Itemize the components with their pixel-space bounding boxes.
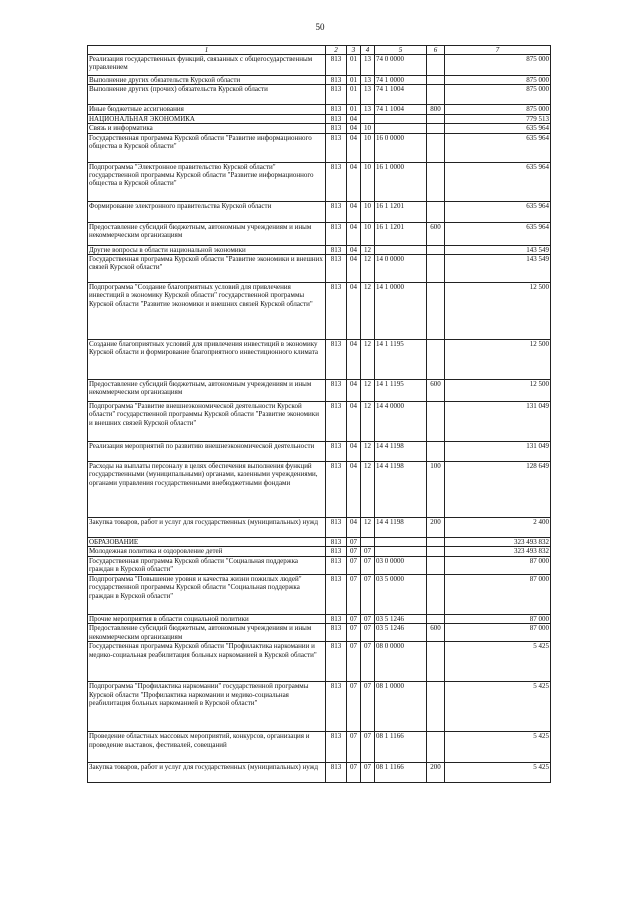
row-subsection: 13 xyxy=(361,76,375,85)
header-col-1: 1 xyxy=(88,46,326,55)
row-subsection: 12 xyxy=(361,245,375,254)
row-amount: 323 493 832 xyxy=(445,547,551,556)
table-row xyxy=(88,255,551,283)
row-expense-type: 600 xyxy=(427,624,445,642)
table-row xyxy=(88,442,551,462)
row-grbs: 813 xyxy=(326,380,347,402)
row-grbs: 813 xyxy=(326,162,347,201)
row-section: 04 xyxy=(347,283,361,340)
row-amount: 5 425 xyxy=(445,763,551,783)
row-section: 07 xyxy=(347,614,361,623)
row-name: Молодежная политика и оздоровление детей xyxy=(88,547,326,556)
row-target-article: 16 1 0000 xyxy=(375,162,427,201)
row-subsection: 07 xyxy=(361,642,375,682)
row-amount: 2 400 xyxy=(445,518,551,538)
row-subsection: 10 xyxy=(361,124,375,133)
table-row xyxy=(88,624,551,642)
row-grbs: 813 xyxy=(326,255,347,283)
row-target-article: 14 1 1195 xyxy=(375,380,427,402)
row-grbs: 813 xyxy=(326,538,347,547)
row-section: 07 xyxy=(347,732,361,763)
row-expense-type: 200 xyxy=(427,518,445,538)
row-grbs: 813 xyxy=(326,124,347,133)
row-name: Подпрограмма "Развитие внешнеэкономической деятельности Курской области" государственной программы Курской области "Развитие экономики и внешних связей Курской области" xyxy=(88,402,326,442)
table-row xyxy=(88,76,551,85)
row-section: 04 xyxy=(347,133,361,162)
row-section: 07 xyxy=(347,547,361,556)
row-subsection: 10 xyxy=(361,201,375,222)
row-expense-type xyxy=(427,245,445,254)
row-amount: 87 000 xyxy=(445,556,551,574)
row-subsection: 07 xyxy=(361,682,375,732)
row-name: ОБРАЗОВАНИЕ xyxy=(88,538,326,547)
row-amount: 635 964 xyxy=(445,124,551,133)
row-section: 04 xyxy=(347,245,361,254)
row-target-article xyxy=(375,538,427,547)
table-row xyxy=(88,201,551,222)
row-section: 07 xyxy=(347,642,361,682)
budget-table xyxy=(87,45,551,783)
row-name: Подпрограмма "Создание благоприятных условий для привлечения инвестиций в экономику Курской области" государственной программы Курской области "Развитие экономики и внешних связей Курской области" xyxy=(88,283,326,340)
row-grbs: 813 xyxy=(326,114,347,123)
row-amount: 635 964 xyxy=(445,201,551,222)
row-grbs: 813 xyxy=(326,283,347,340)
row-subsection: 07 xyxy=(361,547,375,556)
table-row xyxy=(88,222,551,245)
header-col-3: 3 xyxy=(347,46,361,55)
table-row xyxy=(88,462,551,518)
row-name: НАЦИОНАЛЬНАЯ ЭКОНОМИКА xyxy=(88,114,326,123)
table-row xyxy=(88,114,551,123)
row-subsection: 07 xyxy=(361,624,375,642)
page-number: 50 xyxy=(315,22,325,32)
row-name: Подпрограмма "Электронное правительство Курской области" государственной программы Курской области "Развитие информационного общества в Курской области" xyxy=(88,162,326,201)
row-section: 07 xyxy=(347,763,361,783)
row-target-article: 03 5 0000 xyxy=(375,574,427,614)
row-amount: 87 000 xyxy=(445,574,551,614)
row-target-article: 14 4 1198 xyxy=(375,518,427,538)
row-grbs: 813 xyxy=(326,201,347,222)
table-row xyxy=(88,245,551,254)
row-name: Создание благоприятных условий для привлечения инвестиций в экономику Курской области и формирование благоприятного инвестиционного климата xyxy=(88,340,326,380)
row-name: Предоставление субсидий бюджетным, автономным учреждениям и иным некоммерческим организациям xyxy=(88,380,326,402)
row-amount: 5 425 xyxy=(445,732,551,763)
row-grbs: 813 xyxy=(326,462,347,518)
row-name: Связь и информатика xyxy=(88,124,326,133)
table-row xyxy=(88,547,551,556)
table-row xyxy=(88,55,551,76)
row-section: 04 xyxy=(347,114,361,123)
row-expense-type xyxy=(427,85,445,105)
row-target-article: 14 4 0000 xyxy=(375,402,427,442)
table-row xyxy=(88,682,551,732)
row-grbs: 813 xyxy=(326,442,347,462)
table-row xyxy=(88,340,551,380)
row-target-article: 14 4 1198 xyxy=(375,442,427,462)
row-name: Закупка товаров, работ и услуг для государственных (муниципальных) нужд xyxy=(88,518,326,538)
row-subsection: 10 xyxy=(361,133,375,162)
row-expense-type xyxy=(427,614,445,623)
row-section: 04 xyxy=(347,518,361,538)
row-amount: 128 649 xyxy=(445,462,551,518)
row-grbs: 813 xyxy=(326,614,347,623)
row-target-article: 03 0 0000 xyxy=(375,556,427,574)
row-grbs: 813 xyxy=(326,105,347,114)
row-subsection: 10 xyxy=(361,162,375,201)
row-grbs: 813 xyxy=(326,222,347,245)
table-header-row xyxy=(88,46,551,55)
row-name: Расходы на выплаты персоналу в целях обеспечения выполнения функций государственными (муниципальными) органами, казенными учреждениями, органами управления государственными внебюджетными фондами xyxy=(88,462,326,518)
row-amount: 143 549 xyxy=(445,245,551,254)
row-section: 04 xyxy=(347,222,361,245)
row-section: 07 xyxy=(347,682,361,732)
header-col-5: 5 xyxy=(375,46,427,55)
table-row xyxy=(88,614,551,623)
row-name: Подпрограмма "Профилактика наркомании" государственной программы Курской области "Профилактика наркомании и медико-социальная реабилитация больных наркоманией в Курской области" xyxy=(88,682,326,732)
row-target-article: 08 1 0000 xyxy=(375,682,427,732)
row-name: Выполнение других обязательств Курской области xyxy=(88,76,326,85)
row-section: 04 xyxy=(347,162,361,201)
row-name: Государственная программа Курской области "Профилактика наркомании и медико-социальная реабилитация больных наркоманией в Курской области" xyxy=(88,642,326,682)
row-grbs: 813 xyxy=(326,76,347,85)
row-subsection: 12 xyxy=(361,402,375,442)
row-subsection: 12 xyxy=(361,462,375,518)
row-subsection: 13 xyxy=(361,105,375,114)
row-amount: 12 500 xyxy=(445,340,551,380)
row-amount: 779 513 xyxy=(445,114,551,123)
row-section: 07 xyxy=(347,624,361,642)
row-amount: 131 049 xyxy=(445,402,551,442)
row-amount: 5 425 xyxy=(445,682,551,732)
row-name: Прочие мероприятия в области социальной политики xyxy=(88,614,326,623)
row-name: Предоставление субсидий бюджетным, автономным учреждениям и иным некоммерческим организациям xyxy=(88,222,326,245)
row-expense-type xyxy=(427,547,445,556)
row-section: 04 xyxy=(347,255,361,283)
row-amount: 87 000 xyxy=(445,624,551,642)
row-section: 07 xyxy=(347,538,361,547)
row-expense-type xyxy=(427,55,445,76)
row-target-article: 74 1 1004 xyxy=(375,85,427,105)
row-target-article: 14 1 0000 xyxy=(375,283,427,340)
row-section: 04 xyxy=(347,201,361,222)
row-expense-type xyxy=(427,124,445,133)
row-target-article xyxy=(375,124,427,133)
row-grbs: 813 xyxy=(326,340,347,380)
row-amount: 875 000 xyxy=(445,85,551,105)
row-grbs: 813 xyxy=(326,556,347,574)
row-amount: 12 500 xyxy=(445,283,551,340)
row-grbs: 813 xyxy=(326,85,347,105)
row-expense-type: 100 xyxy=(427,462,445,518)
table-row xyxy=(88,518,551,538)
row-amount: 87 000 xyxy=(445,614,551,623)
table-row xyxy=(88,574,551,614)
row-name: Государственная программа Курской области "Социальная поддержка граждан в Курской области" xyxy=(88,556,326,574)
table-row xyxy=(88,402,551,442)
row-name: Реализация государственных функций, связанных с общегосударственным управлением xyxy=(88,55,326,76)
row-grbs: 813 xyxy=(326,682,347,732)
table-row xyxy=(88,380,551,402)
row-expense-type xyxy=(427,340,445,380)
row-grbs: 813 xyxy=(326,624,347,642)
row-expense-type: 600 xyxy=(427,380,445,402)
row-section: 04 xyxy=(347,340,361,380)
row-grbs: 813 xyxy=(326,55,347,76)
table-row xyxy=(88,162,551,201)
row-target-article: 16 0 0000 xyxy=(375,133,427,162)
table-row xyxy=(88,556,551,574)
row-subsection: 12 xyxy=(361,255,375,283)
row-grbs: 813 xyxy=(326,245,347,254)
row-name: Другие вопросы в области национальной экономики xyxy=(88,245,326,254)
row-name: Государственная программа Курской области "Развитие информационного общества в Курской области" xyxy=(88,133,326,162)
row-expense-type xyxy=(427,114,445,123)
header-col-4: 4 xyxy=(361,46,375,55)
row-amount: 12 500 xyxy=(445,380,551,402)
row-name: Закупка товаров, работ и услуг для государственных (муниципальных) нужд xyxy=(88,763,326,783)
row-section: 01 xyxy=(347,85,361,105)
row-expense-type xyxy=(427,402,445,442)
row-name: Формирование электронного правительства Курской области xyxy=(88,201,326,222)
header-col-7: 7 xyxy=(445,46,551,55)
row-target-article: 74 1 0000 xyxy=(375,76,427,85)
row-name: Проведение областных массовых мероприятий, конкурсов, организация и проведение выставок, фестивалей, совещаний xyxy=(88,732,326,763)
row-target-article: 74 1 1004 xyxy=(375,105,427,114)
row-section: 04 xyxy=(347,442,361,462)
table-row xyxy=(88,124,551,133)
row-subsection: 07 xyxy=(361,614,375,623)
row-expense-type: 200 xyxy=(427,763,445,783)
row-name: Реализация мероприятий по развитию внешнеэкономической деятельности xyxy=(88,442,326,462)
row-grbs: 813 xyxy=(326,574,347,614)
row-subsection xyxy=(361,114,375,123)
row-amount: 875 000 xyxy=(445,76,551,85)
row-subsection xyxy=(361,538,375,547)
row-subsection: 13 xyxy=(361,55,375,76)
row-name: Предоставление субсидий бюджетным, автономным учреждениям и иным некоммерческим организациям xyxy=(88,624,326,642)
row-amount: 875 000 xyxy=(445,105,551,114)
row-expense-type: 600 xyxy=(427,222,445,245)
table-row xyxy=(88,283,551,340)
row-grbs: 813 xyxy=(326,402,347,442)
row-section: 04 xyxy=(347,462,361,518)
header-col-6: 6 xyxy=(427,46,445,55)
row-expense-type xyxy=(427,732,445,763)
row-subsection: 12 xyxy=(361,380,375,402)
row-target-article: 08 1 1166 xyxy=(375,732,427,763)
row-amount: 5 425 xyxy=(445,642,551,682)
row-expense-type xyxy=(427,76,445,85)
row-subsection: 07 xyxy=(361,763,375,783)
row-section: 04 xyxy=(347,380,361,402)
row-target-article: 08 1 1166 xyxy=(375,763,427,783)
row-subsection: 12 xyxy=(361,340,375,380)
header-col-2: 2 xyxy=(326,46,347,55)
row-expense-type: 800 xyxy=(427,105,445,114)
row-grbs: 813 xyxy=(326,547,347,556)
row-amount: 131 049 xyxy=(445,442,551,462)
row-grbs: 813 xyxy=(326,642,347,682)
row-subsection: 12 xyxy=(361,442,375,462)
row-amount: 875 000 xyxy=(445,55,551,76)
row-name: Государственная программа Курской области "Развитие экономики и внешних связей Курской области" xyxy=(88,255,326,283)
row-name: Подпрограмма "Повышение уровня и качества жизни пожилых людей" государственной программы Курской области "Социальная поддержка граждан в Курской области" xyxy=(88,574,326,614)
row-grbs: 813 xyxy=(326,732,347,763)
row-target-article xyxy=(375,547,427,556)
row-name: Выполнение других (прочих) обязательств Курской области xyxy=(88,85,326,105)
row-amount: 635 964 xyxy=(445,162,551,201)
row-target-article: 03 5 1246 xyxy=(375,624,427,642)
row-amount: 323 493 832 xyxy=(445,538,551,547)
row-section: 01 xyxy=(347,55,361,76)
row-section: 04 xyxy=(347,402,361,442)
row-expense-type xyxy=(427,162,445,201)
table-row xyxy=(88,642,551,682)
row-expense-type xyxy=(427,574,445,614)
row-target-article: 14 1 1195 xyxy=(375,340,427,380)
row-expense-type xyxy=(427,556,445,574)
table-row xyxy=(88,763,551,783)
row-amount: 635 964 xyxy=(445,222,551,245)
row-target-article xyxy=(375,245,427,254)
row-subsection: 07 xyxy=(361,732,375,763)
row-target-article: 03 5 1246 xyxy=(375,614,427,623)
row-target-article: 74 0 0000 xyxy=(375,55,427,76)
row-expense-type xyxy=(427,133,445,162)
table-row xyxy=(88,538,551,547)
row-subsection: 07 xyxy=(361,556,375,574)
row-expense-type xyxy=(427,283,445,340)
row-expense-type xyxy=(427,642,445,682)
row-target-article: 16 1 1201 xyxy=(375,201,427,222)
row-section: 01 xyxy=(347,76,361,85)
row-target-article: 14 4 1198 xyxy=(375,462,427,518)
row-subsection: 12 xyxy=(361,283,375,340)
table-row xyxy=(88,732,551,763)
row-subsection: 07 xyxy=(361,574,375,614)
row-amount: 635 964 xyxy=(445,133,551,162)
row-amount: 143 549 xyxy=(445,255,551,283)
row-subsection: 10 xyxy=(361,222,375,245)
row-expense-type xyxy=(427,682,445,732)
row-expense-type xyxy=(427,201,445,222)
table-row xyxy=(88,133,551,162)
row-grbs: 813 xyxy=(326,133,347,162)
row-expense-type xyxy=(427,255,445,283)
row-expense-type xyxy=(427,442,445,462)
row-target-article: 16 1 1201 xyxy=(375,222,427,245)
row-section: 07 xyxy=(347,556,361,574)
row-section: 04 xyxy=(347,124,361,133)
row-target-article: 08 0 0000 xyxy=(375,642,427,682)
row-grbs: 813 xyxy=(326,518,347,538)
row-target-article xyxy=(375,114,427,123)
row-expense-type xyxy=(427,538,445,547)
row-section: 07 xyxy=(347,574,361,614)
row-name: Иные бюджетные ассигнования xyxy=(88,105,326,114)
row-target-article: 14 0 0000 xyxy=(375,255,427,283)
row-grbs: 813 xyxy=(326,763,347,783)
row-subsection: 13 xyxy=(361,85,375,105)
row-section: 01 xyxy=(347,105,361,114)
row-subsection: 12 xyxy=(361,518,375,538)
table-row xyxy=(88,85,551,105)
table-row xyxy=(88,105,551,114)
